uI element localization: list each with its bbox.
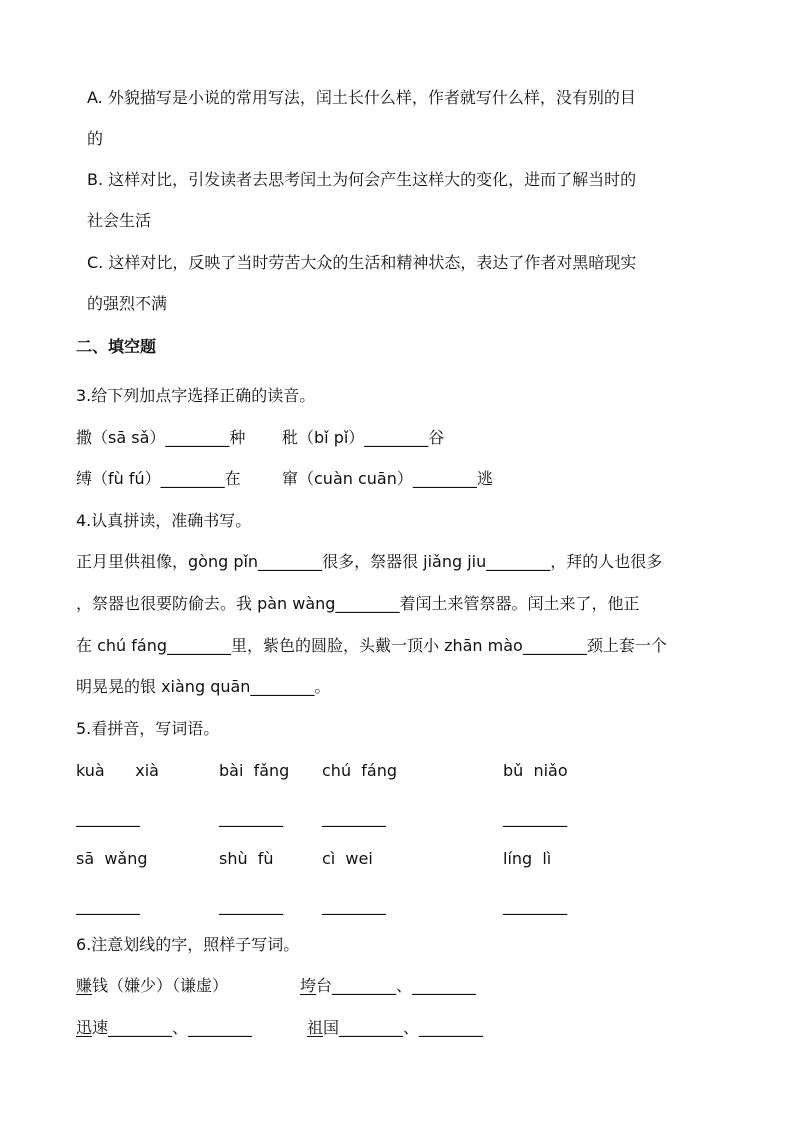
answer-blank[interactable]: ________ [322,808,386,827]
q6-item-rest: 国________、________ [323,1018,484,1037]
pinyin-item: bài fǎng [219,761,290,780]
q6-item-rest: 台________、________ [316,976,477,995]
q4-passage-line3: 在 chú fáng________里，紫色的圆脸，头戴一顶小 zhān mào________颈上套一个 [76,636,667,655]
answer-blank[interactable]: ________ [76,896,140,915]
option-c-line2: 的强烈不满 [87,294,168,313]
underlined-char: 祖 [307,1018,324,1037]
q6-item-rest: 速________、________ [92,1018,253,1037]
q3-item-2: 秕（bǐ pǐ）________谷 [282,428,445,447]
q6-example-rest: 钱（嫌少）（谦虚） [92,976,229,995]
q6-item [300,976,476,996]
pinyin-item: shù fù [219,849,274,868]
q3-item-3: 缚（fù fú）________在 [76,469,241,488]
pinyin-item: chú fáng [322,761,397,780]
answer-blank[interactable]: ________ [219,896,283,915]
question-6-title: 6.注意划线的字，照样子写词。 [76,935,300,954]
question-5-title: 5.看拼音，写词语。 [76,719,220,738]
pinyin-item: sā wǎng [76,849,148,868]
option-b-line1: B. 这样对比，引发读者去思考闰土为何会产生这样大的变化，进而了解当时的 [87,170,637,189]
option-a-line2: 的 [87,129,104,148]
answer-blank[interactable]: ________ [503,808,567,827]
question-4-title: 4.认真拼读，准确书写。 [76,511,252,530]
q6-example [76,976,228,996]
q6-item [76,1018,252,1038]
question-3-title: 3.给下列加点字选择正确的读音。 [76,386,316,405]
underlined-char: 垮 [300,976,317,995]
underlined-char: 赚 [76,976,93,995]
q3-item-1: 撒（sā sǎ）________种 [76,428,246,447]
answer-blank[interactable]: ________ [503,896,567,915]
answer-blank[interactable]: ________ [219,808,283,827]
q6-item [307,1018,483,1038]
q4-passage-line1: 正月里供祖像，gòng pǐn________很多，祭器很 jiǎng jiu________，拜的人也很多 [76,552,663,571]
q4-passage-line2: ，祭器也很要防偷去。我 pàn wàng________着闰土来管祭器。闰土来了，他正 [76,594,640,613]
pinyin-item: kuà xià [76,761,159,780]
answer-blank[interactable]: ________ [76,808,140,827]
answer-blank[interactable]: ________ [322,896,386,915]
pinyin-item: cì wei [322,849,373,868]
section-heading: 二、填空题 [76,337,157,356]
pinyin-item: bǔ niǎo [503,761,568,780]
underlined-char: 迅 [76,1018,93,1037]
option-a-line1: A. 外貌描写是小说的常用写法，闰土长什么样，作者就写什么样，没有别的目 [87,88,636,107]
option-b-line2: 社会生活 [87,211,152,230]
option-c-line1: C. 这样对比，反映了当时劳苦大众的生活和精神状态，表达了作者对黑暗现实 [87,253,637,272]
pinyin-item: líng lì [503,849,552,868]
q4-passage-line4: 明晃晃的银 xiàng quān________。 [76,677,331,696]
q3-item-4: 窜（cuàn cuān）________逃 [282,469,493,488]
